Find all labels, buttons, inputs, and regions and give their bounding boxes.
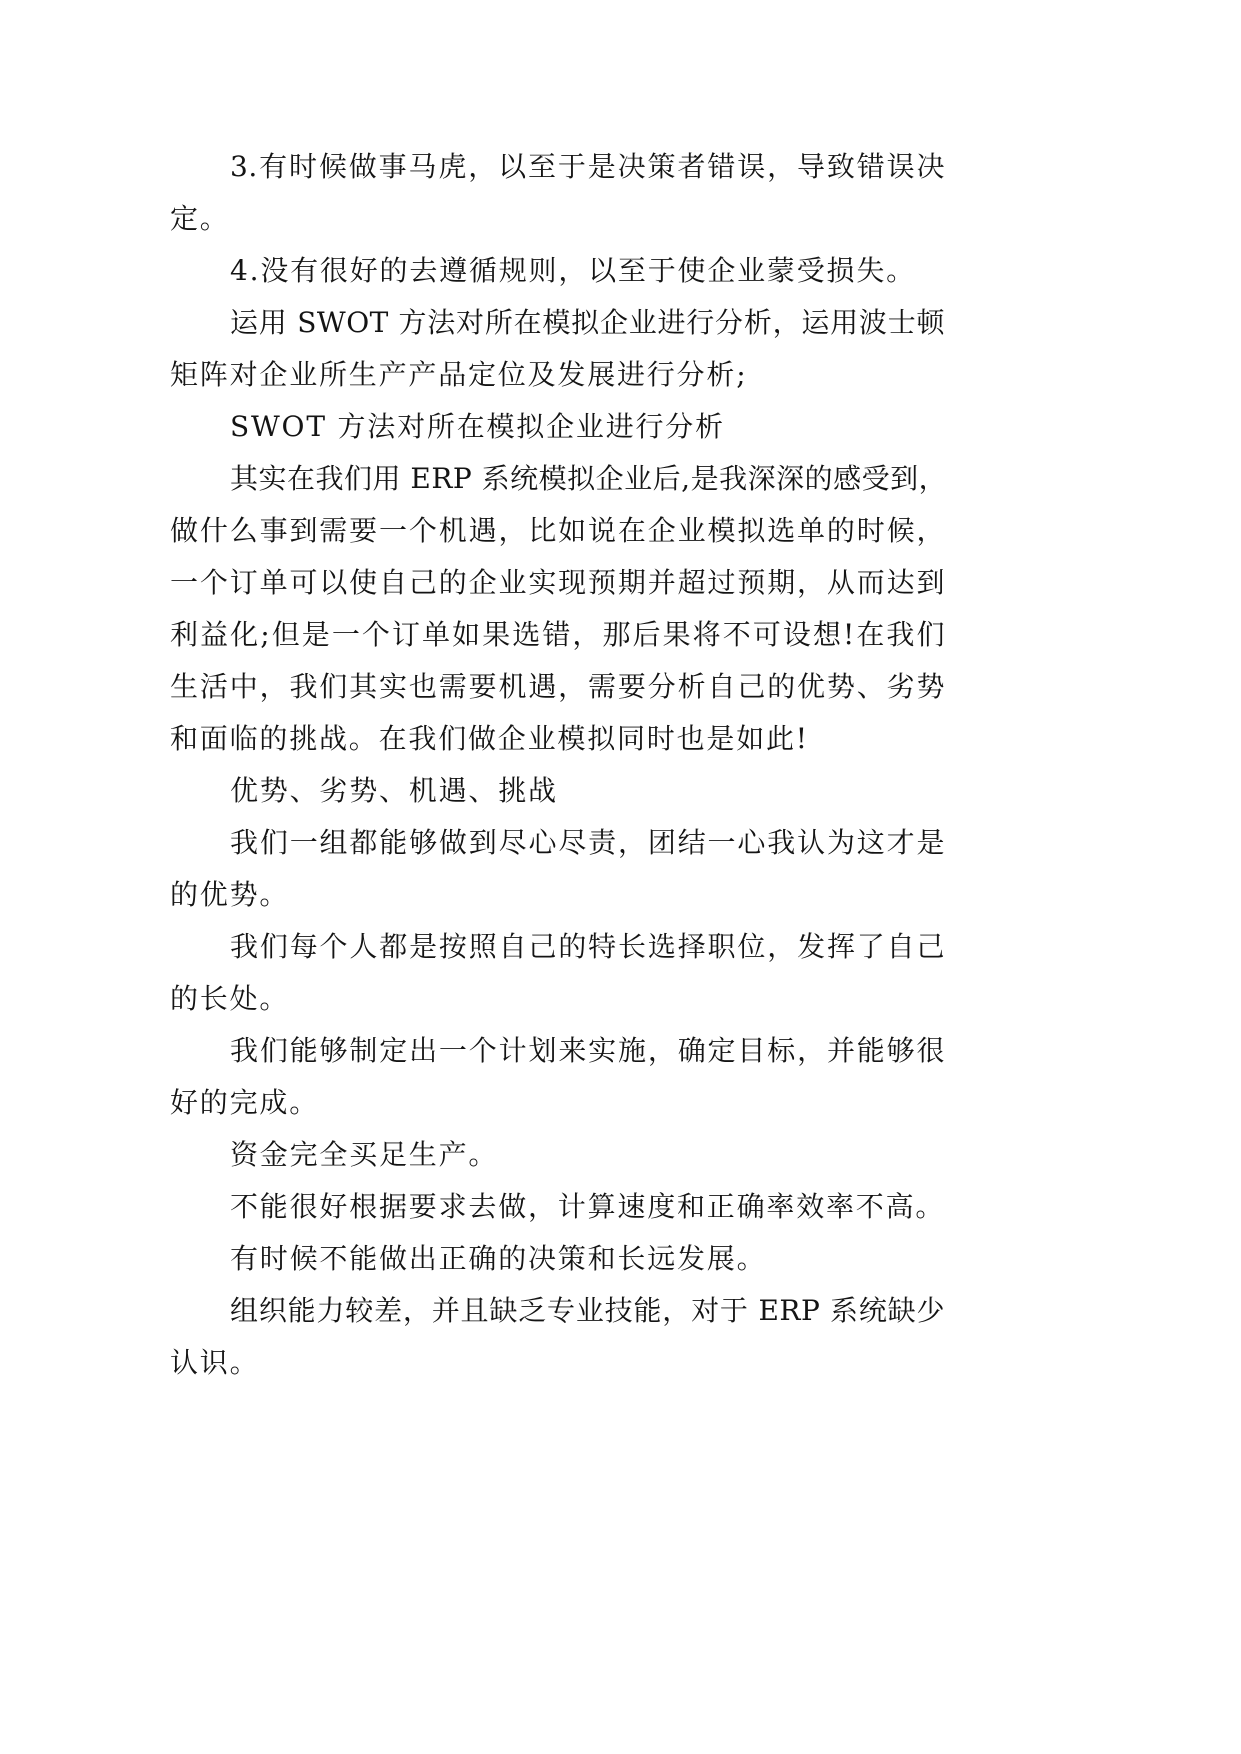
text-line: 的长处。 <box>170 982 290 1015</box>
text-line: 利益化;但是一个订单如果选错，那后果将不可设想!在我们 <box>170 618 945 651</box>
text-line: 认识。 <box>170 1346 260 1379</box>
text-line: 和面临的挑战。在我们做企业模拟同时也是如此! <box>170 722 809 755</box>
text-line: 我们每个人都是按照自己的特长选择职位，发挥了自己 <box>230 930 945 963</box>
text-line: 运用 SWOT 方法对所在模拟企业进行分析，运用波士顿 <box>230 306 945 339</box>
text-line: 好的完成。 <box>170 1086 320 1119</box>
paragraph <box>170 1129 945 1181</box>
paragraph <box>170 245 945 297</box>
paragraph <box>170 1181 945 1233</box>
text-line: 不能很好根据要求去做，计算速度和正确率效率不高。 <box>230 1190 946 1223</box>
text-line: 一个订单可以使自己的企业实现预期并超过预期，从而达到 <box>170 566 945 599</box>
text-line: SWOT 方法对所在模拟企业进行分析 <box>230 410 725 443</box>
paragraph <box>170 141 945 245</box>
text-line: 定。 <box>170 202 230 235</box>
paragraph <box>170 817 945 921</box>
text-line: 4.没有很好的去遵循规则，以至于使企业蒙受损失。 <box>230 254 916 287</box>
text-line: 3.有时候做事马虎，以至于是决策者错误，导致错误决 <box>230 150 945 183</box>
text-line: 有时候不能做出正确的决策和长远发展。 <box>230 1242 767 1275</box>
paragraph <box>170 1233 945 1285</box>
text-line: 我们一组都能够做到尽心尽责，团结一心我认为这才是 <box>230 826 945 859</box>
text-line: 的优势。 <box>170 878 290 911</box>
document-body <box>170 141 948 1389</box>
section-heading <box>170 401 945 453</box>
text-line: 生活中，我们其实也需要机遇，需要分析自己的优势、劣势 <box>170 670 945 703</box>
paragraph <box>170 921 945 1025</box>
text-line: 优势、劣势、机遇、挑战 <box>230 774 558 807</box>
section-heading <box>170 765 945 817</box>
paragraph <box>170 297 945 401</box>
paragraph <box>170 453 948 765</box>
text-line: 矩阵对企业所生产产品定位及发展进行分析; <box>170 358 748 391</box>
text-line: 做什么事到需要一个机遇，比如说在企业模拟选单的时候， <box>170 514 945 547</box>
paragraph <box>170 1025 945 1129</box>
paragraph <box>170 1285 945 1389</box>
text-line: 我们能够制定出一个计划来实施，确定目标，并能够很 <box>230 1034 945 1067</box>
text-line: 资金完全买足生产。 <box>230 1138 499 1171</box>
text-line: 其实在我们用 ERP 系统模拟企业后,是我深深的感受到， <box>230 462 948 495</box>
text-line: 组织能力较差，并且缺乏专业技能，对于 ERP 系统缺少 <box>230 1294 945 1327</box>
